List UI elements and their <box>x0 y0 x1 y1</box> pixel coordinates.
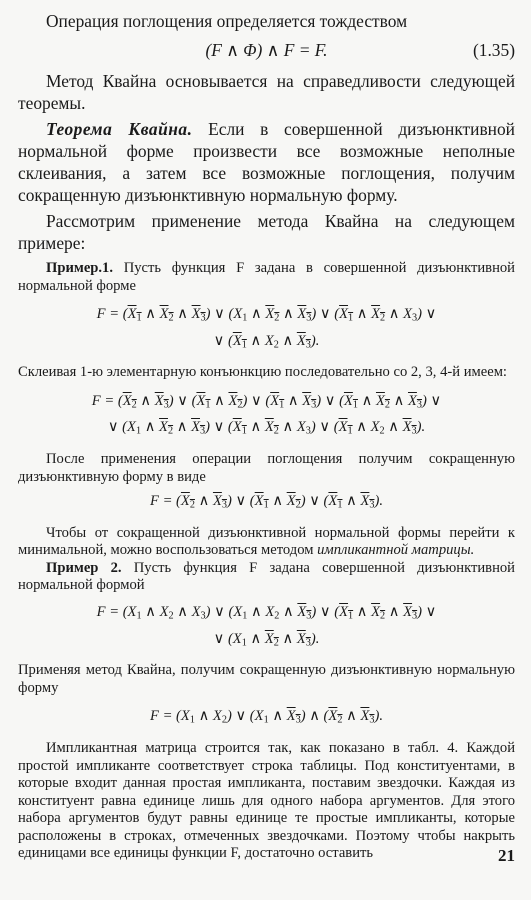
theorem-text: Если в совершенной дизъюнктивной нормальной форме произвести все возможные неполные склеивания, а затем все возможные поглощения, получим сокращенную дизъюнктивную нормальную форму. <box>18 119 515 205</box>
formula-gluing <box>18 390 515 443</box>
formula-example-2 <box>18 601 515 654</box>
paragraph-apply: Применяя метод Квайна, получим сокращенную дизъюнктивную нормальную форму <box>18 662 515 696</box>
paragraph-after-absorption: После применения операции поглощения получим сокращенную дизъюнктивную форму в виде <box>18 450 515 485</box>
paragraph-method: Метод Квайна основывается на справедливости следующей теоремы. <box>18 71 515 113</box>
paragraph-minimal <box>18 525 515 560</box>
paragraph-theorem <box>18 118 515 206</box>
page-number: 21 <box>498 846 515 865</box>
intro-line: Операция поглощения определяется тождеством <box>46 11 408 31</box>
equation-1-35 <box>18 38 515 62</box>
equation-1-35-body: (F ∧ Φ) ∧ F = F. <box>205 40 328 60</box>
paragraph-consider: Рассмотрим применение метода Квайна на следующем примере: <box>18 211 515 253</box>
formula-example-2-line-1: $F = (X_1$ ∧ $X_2$ ∧ $X_3$) ∨ ($X_1$ ∧ $X_2$ ∧ $X_3$) ∨ ($X_1$ ∧ $X_2$ ∧ $X_3$) ∨ <box>96 604 437 622</box>
formula-example-2-line-2: ∨ ($X_1$ ∧ $X_2$ ∧ $X_3$). <box>213 630 320 649</box>
equation-number: (1.35) <box>472 40 515 60</box>
formula-gluing-line-1: $F = (X_2$ ∧ $X_3$) ∨ ($X_1$ ∧ $X_2$) ∨ ($X_1$ ∧ $X_3$) ∨ ($X_1$ ∧ $X_2$ ∧ $X_3$) ∨ <box>91 392 442 411</box>
example-1-text: Пусть функция F задана в совершенной дизъюнктивной нормальной форме <box>18 260 515 294</box>
paragraph-example-2 <box>18 560 515 595</box>
paragraph-matrix: Импликантная матрица строится так, как показано в табл. 4. Каждой простой импликанте соответствует строка таблицы. Под конституентами, в которые входит данная простая импликанта, поставим звездочки. Каждая из конституент равна единице лишь для одного набора аргументов. Для этого набора аргументов будут равны единице те простые импликанты, которые расположены в строках, отмеченных звездочками. Поэтому чтобы накрыть единицами все единицы функции F, достаточно оставить <box>18 739 515 862</box>
formula-reduced-1: $F = (X_2$ ∧ $X_3$) ∨ ($X_1$ ∧ $X_2$) ∨ ($X_1$ ∧ $X_3$). <box>150 493 383 511</box>
paragraph-gluing: Склеивая 1-ю элементарную конъюнкцию последовательно со 2, 3, 4-й имеем: <box>18 364 507 381</box>
formula-example-1-line-2: ∨ ($X_1$ ∧ $X_2$ ∧ $X_3$). <box>213 332 320 351</box>
formula-example-1 <box>18 303 515 356</box>
minimal-term: импликантной матрицы. <box>317 542 475 559</box>
formula-gluing-line-2: ∨ ($X_1$ ∧ $X_2$ ∧ $X_3$) ∨ ($X_1$ ∧ $X_2$ ∧ $X_3$) ∨ ($X_1$ ∧ $X_2$ ∧ $X_3$). <box>107 419 426 437</box>
example-2-text: Пусть функция F задана совершенной дизъюнктивной нормальной формой <box>18 559 515 594</box>
example-2-title: Пример 2. <box>46 559 122 576</box>
paragraph-example-1 <box>18 260 515 295</box>
theorem-title: Теорема Квайна. <box>46 119 193 139</box>
formula-reduced-2: $F = (X_1$ ∧ $X_2$) ∨ ($X_1$ ∧ $X_3$) ∧ ($X_2$ ∧ $X_3$). <box>150 708 383 726</box>
example-1-title: Пример.1. <box>46 260 114 276</box>
formula-example-1-line-1: $F = (X_1$ ∧ $X_2$ ∧ $X_3$) ∨ ($X_1$ ∧ $X_2$ ∧ $X_3$) ∨ ($X_1$ ∧ $X_2$ ∧ $X_3$) ∨ <box>96 306 437 324</box>
minimal-text: Чтобы от сокращенной дизъюнктивной нормальной формы перейти к минимальной, можно воспользоваться методом <box>18 524 515 559</box>
